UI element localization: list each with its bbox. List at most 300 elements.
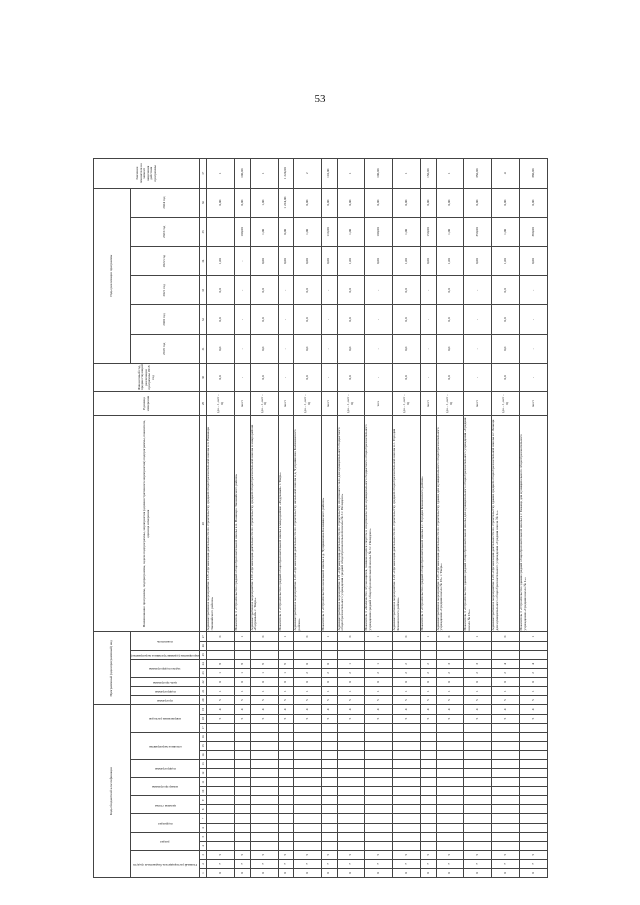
row-year-value: 0,00 xyxy=(520,246,548,275)
code-cell xyxy=(235,741,251,750)
budget-sub-header-text: основное мероприятие xyxy=(148,744,182,749)
code-cell xyxy=(492,723,520,732)
code-cell xyxy=(393,759,421,768)
code-cell: 0 xyxy=(250,677,278,686)
code-cell: 2 xyxy=(294,668,322,677)
code-cell xyxy=(278,805,294,814)
code-cell xyxy=(250,641,278,650)
budget-sub-header xyxy=(131,850,200,877)
code-cell xyxy=(421,750,437,759)
row-base-value: 0,0 xyxy=(393,363,421,391)
code-cell xyxy=(520,769,548,778)
row-year-value: 0,00 xyxy=(278,246,294,275)
row-year-value: 0,0 xyxy=(492,334,520,363)
code-cell: 7 xyxy=(421,859,437,868)
code-cell: 4 xyxy=(207,705,235,714)
code-cell: 5 xyxy=(365,714,393,723)
column-index: 21 xyxy=(200,687,207,696)
row-name: Административное мероприятие 1.22 «Организация деятельности по строительству средней общеобразовательной школы в с. Городня Конаковского района» xyxy=(393,415,421,632)
code-cell xyxy=(492,832,520,841)
code-cell xyxy=(250,650,278,659)
budget-sub-header xyxy=(131,814,200,832)
code-cell xyxy=(235,823,251,832)
code-cell xyxy=(321,723,337,732)
column-index: 26 xyxy=(200,641,207,650)
final-value-header: Значение показателя на момент окончания действия программы xyxy=(94,159,200,189)
code-cell: 5 xyxy=(464,696,492,705)
row-name: Показатель 1 «Строительство здания средней общеобразовательной школы для муниципального общеобразовательного учреждения «Средняя школа № 16»» xyxy=(464,415,492,632)
code-cell: 1 xyxy=(492,687,520,696)
code-cell: 5 xyxy=(520,696,548,705)
row-year-value: 0,00 xyxy=(278,217,294,246)
code-cell: 2 xyxy=(393,668,421,677)
code-cell: 0 xyxy=(520,868,548,877)
row-year-value: 1,00 xyxy=(436,246,464,275)
row-year-value: 1 224,00 xyxy=(278,188,294,217)
row-year-value: - xyxy=(520,305,548,334)
code-cell: 0 xyxy=(321,659,337,668)
code-cell xyxy=(520,759,548,768)
column-index: 35 xyxy=(200,217,207,246)
code-cell: 7 xyxy=(207,859,235,868)
code-cell xyxy=(337,769,365,778)
code-cell xyxy=(421,769,437,778)
code-cell xyxy=(464,769,492,778)
program-sub-header xyxy=(131,632,200,650)
code-cell xyxy=(207,805,235,814)
row-year-value: - xyxy=(421,305,437,334)
table-row xyxy=(520,159,548,878)
column-index: 1 xyxy=(200,868,207,877)
code-cell xyxy=(421,823,437,832)
budget-sub-header xyxy=(131,759,200,777)
code-cell xyxy=(520,796,548,805)
row-year-value: 0,0 xyxy=(294,276,322,305)
column-index: 3 xyxy=(200,850,207,859)
code-cell xyxy=(365,732,393,741)
code-cell: 1 xyxy=(207,668,235,677)
code-cell: 5 xyxy=(337,714,365,723)
year-header: 2022 год xyxy=(131,246,200,275)
code-cell: 1 xyxy=(207,687,235,696)
code-cell: 5 xyxy=(492,714,520,723)
column-index: 13 xyxy=(200,759,207,768)
code-cell xyxy=(393,832,421,841)
row-year-value: - xyxy=(321,276,337,305)
row-year-value: 1,00 xyxy=(337,217,365,246)
code-cell xyxy=(294,814,322,823)
column-index: 34 xyxy=(200,246,207,275)
code-cell xyxy=(520,841,548,850)
row-unit: мест xyxy=(464,392,492,416)
code-cell xyxy=(393,650,421,659)
row-year-value: 0,00 xyxy=(436,188,464,217)
row-base-value: - xyxy=(464,363,492,391)
column-index: 14 xyxy=(200,750,207,759)
code-cell xyxy=(421,723,437,732)
code-cell: 4 xyxy=(294,705,322,714)
code-cell xyxy=(250,814,278,823)
code-cell xyxy=(321,823,337,832)
code-cell: 4 xyxy=(520,705,548,714)
code-cell xyxy=(235,641,251,650)
row-year-value: - xyxy=(278,305,294,334)
row-name: Показатель 1 «Строительство здания средней общеобразовательной школы в г. Бежецк для муниципального общеобразовательного учреждения «Средняя школа № 1»» xyxy=(520,415,548,632)
row-year-value: - xyxy=(365,276,393,305)
program-sub-header xyxy=(131,687,200,696)
code-cell xyxy=(365,650,393,659)
code-cell xyxy=(464,805,492,814)
row-year-value: 0,00 xyxy=(464,246,492,275)
row-year-value: 0,0 xyxy=(207,305,235,334)
row-year-value: 0,0 xyxy=(207,334,235,363)
code-cell: 5 xyxy=(321,696,337,705)
row-unit: (да – 1, нет – 0) xyxy=(250,392,278,416)
row-year-value: 360,00 xyxy=(520,217,548,246)
code-cell xyxy=(337,832,365,841)
row-year-value: 1,00 xyxy=(294,217,322,246)
code-cell: 0 xyxy=(294,677,322,686)
code-cell: 5 xyxy=(365,850,393,859)
row-year-value: - xyxy=(235,246,251,275)
row-year-value: 0,00 xyxy=(294,188,322,217)
code-cell xyxy=(294,778,322,787)
row-base-value: 0,0 xyxy=(492,363,520,391)
row-unit: (да – 1, нет – 0) xyxy=(393,392,421,416)
code-cell xyxy=(294,796,322,805)
column-index: 7 xyxy=(200,814,207,823)
row-year-value: 0,0 xyxy=(393,276,421,305)
code-cell xyxy=(436,841,464,850)
column-index: 31 xyxy=(200,334,207,363)
code-cell: 1 xyxy=(365,659,393,668)
table-row xyxy=(235,159,251,878)
code-cell xyxy=(235,814,251,823)
code-cell xyxy=(492,841,520,850)
row-final-value: 100,00 xyxy=(235,159,251,189)
code-cell xyxy=(436,814,464,823)
code-cell xyxy=(492,796,520,805)
row-year-value: - xyxy=(321,305,337,334)
code-cell xyxy=(278,814,294,823)
code-cell xyxy=(321,650,337,659)
code-cell xyxy=(492,759,520,768)
code-cell xyxy=(393,769,421,778)
code-cell xyxy=(393,732,421,741)
column-index: 9 xyxy=(200,796,207,805)
code-cell: 1 xyxy=(235,668,251,677)
code-cell xyxy=(492,823,520,832)
program-sub-header-text: программа xyxy=(157,698,173,703)
code-cell: 0 xyxy=(337,677,365,686)
row-year-value: - xyxy=(365,334,393,363)
code-cell xyxy=(393,750,421,759)
code-cell: 2 xyxy=(393,659,421,668)
code-cell: 0 xyxy=(393,868,421,877)
code-cell xyxy=(294,832,322,841)
column-index: 33 xyxy=(200,276,207,305)
table-row xyxy=(492,159,520,878)
code-cell xyxy=(207,723,235,732)
code-cell: 1 xyxy=(337,687,365,696)
code-cell xyxy=(250,732,278,741)
code-cell xyxy=(464,778,492,787)
code-cell: 7 xyxy=(250,859,278,868)
code-cell xyxy=(278,778,294,787)
code-cell xyxy=(235,787,251,796)
column-index: 27 xyxy=(200,632,207,641)
code-cell xyxy=(321,787,337,796)
code-cell xyxy=(294,732,322,741)
code-cell xyxy=(321,778,337,787)
code-cell xyxy=(250,841,278,850)
year-header: 2023 год xyxy=(131,217,200,246)
code-cell: 0 xyxy=(365,677,393,686)
code-cell: 5 xyxy=(235,696,251,705)
code-cell: 1 xyxy=(321,687,337,696)
row-base-value: - xyxy=(365,363,393,391)
row-unit: (да – 1, нет – 0) xyxy=(207,392,235,416)
code-cell: 0 xyxy=(436,677,464,686)
code-cell xyxy=(464,759,492,768)
column-index: 16 xyxy=(200,732,207,741)
code-cell: 1 xyxy=(393,687,421,696)
code-cell: 1 xyxy=(365,687,393,696)
code-cell: 7 xyxy=(365,859,393,868)
code-cell xyxy=(421,787,437,796)
code-cell: 7 xyxy=(278,859,294,868)
code-cell xyxy=(520,723,548,732)
program-sub-header xyxy=(131,696,200,705)
column-index: 17 xyxy=(200,723,207,732)
code-cell: 0 xyxy=(278,677,294,686)
code-cell: 7 xyxy=(337,859,365,868)
budget-sub-header xyxy=(131,796,200,814)
code-cell xyxy=(393,823,421,832)
budget-sub-header-text: раздел xyxy=(160,839,170,844)
code-cell: 5 xyxy=(294,850,322,859)
code-cell xyxy=(321,832,337,841)
code-cell xyxy=(321,769,337,778)
code-cell xyxy=(207,750,235,759)
row-name: Показатель 1 «Количество обучающихся, занимающихся спортом в спортивном зале муниципального бюджетного общеобразовательного учреждения средней общеобразовательной школы № 3 г. Нелидово» xyxy=(365,415,393,632)
code-cell xyxy=(294,723,322,732)
code-cell xyxy=(207,796,235,805)
code-cell xyxy=(393,814,421,823)
code-cell: 1 xyxy=(520,632,548,641)
row-year-value: - xyxy=(321,334,337,363)
code-cell: 4 xyxy=(436,705,464,714)
code-cell: 2 xyxy=(492,668,520,677)
row-final-value: 1 xyxy=(436,159,464,189)
row-year-value: 0,00 xyxy=(235,188,251,217)
row-name: Показатель 1 «Строительство средней общеобразовательной школы в микрорайоне «Радужный» г. Тверь» xyxy=(278,415,294,632)
column-index: 23 xyxy=(200,668,207,677)
code-cell: 4 xyxy=(278,705,294,714)
code-cell xyxy=(492,650,520,659)
code-cell: 4 xyxy=(464,705,492,714)
code-cell xyxy=(421,841,437,850)
code-cell xyxy=(421,741,437,750)
code-cell xyxy=(520,778,548,787)
code-cell xyxy=(250,723,278,732)
code-cell: 5 xyxy=(278,850,294,859)
row-year-value: 0,00 xyxy=(207,188,235,217)
code-cell xyxy=(520,823,548,832)
code-cell xyxy=(278,841,294,850)
row-year-value: 0,0 xyxy=(436,276,464,305)
code-cell xyxy=(393,841,421,850)
table-rotation-frame xyxy=(93,158,548,878)
code-cell xyxy=(235,832,251,841)
row-final-value: 100,00 xyxy=(365,159,393,189)
row-year-value: 110,00 xyxy=(321,217,337,246)
row-year-value: 1,00 xyxy=(393,246,421,275)
code-cell: 1 xyxy=(464,632,492,641)
row-year-value: 350,00 xyxy=(464,217,492,246)
code-cell xyxy=(492,641,520,650)
code-cell xyxy=(365,796,393,805)
code-cell: 7 xyxy=(393,859,421,868)
code-cell: 0 xyxy=(294,632,322,641)
code-cell: 4 xyxy=(492,705,520,714)
column-index: 28 xyxy=(200,415,207,632)
code-cell: 1 xyxy=(337,659,365,668)
code-cell xyxy=(520,741,548,750)
code-cell xyxy=(337,650,365,659)
code-cell xyxy=(492,750,520,759)
column-index: 5 xyxy=(200,832,207,841)
code-cell xyxy=(321,759,337,768)
code-cell: 5 xyxy=(250,714,278,723)
code-cell xyxy=(250,759,278,768)
row-year-value: - xyxy=(278,276,294,305)
code-cell: 5 xyxy=(321,714,337,723)
budget-sub-header-text: подпрограмма xyxy=(154,767,176,772)
code-cell xyxy=(278,741,294,750)
code-cell xyxy=(321,741,337,750)
row-year-value: - xyxy=(235,334,251,363)
code-cell: 0 xyxy=(365,868,393,877)
code-cell xyxy=(294,823,322,832)
code-cell xyxy=(278,823,294,832)
row-year-value: - xyxy=(365,305,393,334)
row-year-value: - xyxy=(520,276,548,305)
row-year-value: 0,0 xyxy=(436,305,464,334)
code-cell xyxy=(207,823,235,832)
column-index: 32 xyxy=(200,305,207,334)
code-cell: 9 xyxy=(278,659,294,668)
code-cell: 1 xyxy=(421,687,437,696)
program-table xyxy=(93,158,548,878)
rotated-table-container xyxy=(93,158,548,878)
code-cell: 0 xyxy=(436,868,464,877)
code-cell xyxy=(421,641,437,650)
code-cell xyxy=(436,805,464,814)
code-cell xyxy=(464,750,492,759)
column-index: 37 xyxy=(200,159,207,189)
table-row xyxy=(294,159,322,878)
code-cell xyxy=(365,823,393,832)
code-cell: 5 xyxy=(207,696,235,705)
code-cell: 0 xyxy=(235,677,251,686)
column-index: 6 xyxy=(200,823,207,832)
row-unit: мест xyxy=(278,392,294,416)
code-cell: 0 xyxy=(294,868,322,877)
code-cell: 0 xyxy=(207,868,235,877)
code-cell xyxy=(294,841,322,850)
code-cell xyxy=(294,805,322,814)
code-cell: 0 xyxy=(337,868,365,877)
row-year-value: 0,00 xyxy=(464,188,492,217)
row-year-value: 0,00 xyxy=(337,188,365,217)
code-cell xyxy=(436,778,464,787)
code-cell xyxy=(278,759,294,768)
code-cell: 0 xyxy=(464,677,492,686)
table-row xyxy=(250,159,278,878)
code-cell xyxy=(365,832,393,841)
code-cell: 2 xyxy=(520,668,548,677)
row-year-value: - xyxy=(421,334,437,363)
row-unit: (да – 1, нет – 0) xyxy=(337,392,365,416)
program-sub-header xyxy=(131,677,200,686)
code-cell xyxy=(250,787,278,796)
code-cell xyxy=(365,769,393,778)
code-cell xyxy=(464,650,492,659)
row-base-value: 0,0 xyxy=(436,363,464,391)
code-cell xyxy=(235,769,251,778)
code-cell xyxy=(421,796,437,805)
code-cell xyxy=(294,759,322,768)
code-cell: 0 xyxy=(464,868,492,877)
code-cell xyxy=(436,823,464,832)
code-cell xyxy=(235,650,251,659)
budget-sub-header xyxy=(131,732,200,759)
code-cell xyxy=(393,805,421,814)
code-cell xyxy=(250,741,278,750)
year-header: 2021 год xyxy=(131,276,200,305)
table-row xyxy=(207,159,235,878)
row-name: Показатель 1 «Строительство средней общеобразовательной школы в с. Городня Конаковского района» xyxy=(421,415,437,632)
code-cell xyxy=(250,823,278,832)
program-sub-header-text: цель программы xyxy=(153,680,178,685)
column-index: 4 xyxy=(200,841,207,850)
base-year-header: Финансовый год, предшествующий реализации программы 2018 год xyxy=(94,363,200,391)
code-cell: 4 xyxy=(365,705,393,714)
code-cell: 8 xyxy=(235,659,251,668)
code-cell: 0 xyxy=(393,677,421,686)
code-cell xyxy=(207,841,235,850)
program-sub-header-text: мероприятие (административное мероприятие) xyxy=(131,653,200,658)
row-base-value: 0,0 xyxy=(294,363,322,391)
code-cell: 1 xyxy=(235,632,251,641)
column-index: 29 xyxy=(200,392,207,416)
row-year-value: 0,00 xyxy=(421,188,437,217)
code-cell: 0 xyxy=(321,868,337,877)
code-cell xyxy=(464,841,492,850)
code-cell: 7 xyxy=(294,859,322,868)
code-cell: 0 xyxy=(207,632,235,641)
code-cell: 0 xyxy=(235,868,251,877)
code-cell: 1 xyxy=(421,632,437,641)
code-cell xyxy=(520,732,548,741)
code-cell: 4 xyxy=(337,705,365,714)
code-cell: 1 xyxy=(278,687,294,696)
code-cell xyxy=(278,796,294,805)
code-cell xyxy=(337,641,365,650)
code-cell: 5 xyxy=(436,850,464,859)
row-name: Административное мероприятие 1.24 «Организация деятельности по строительству здания средней общеобразовательной школы в г. Бежецк для муниципального общеобразовательного учреждения «Средняя школа № 1»» xyxy=(492,415,520,632)
